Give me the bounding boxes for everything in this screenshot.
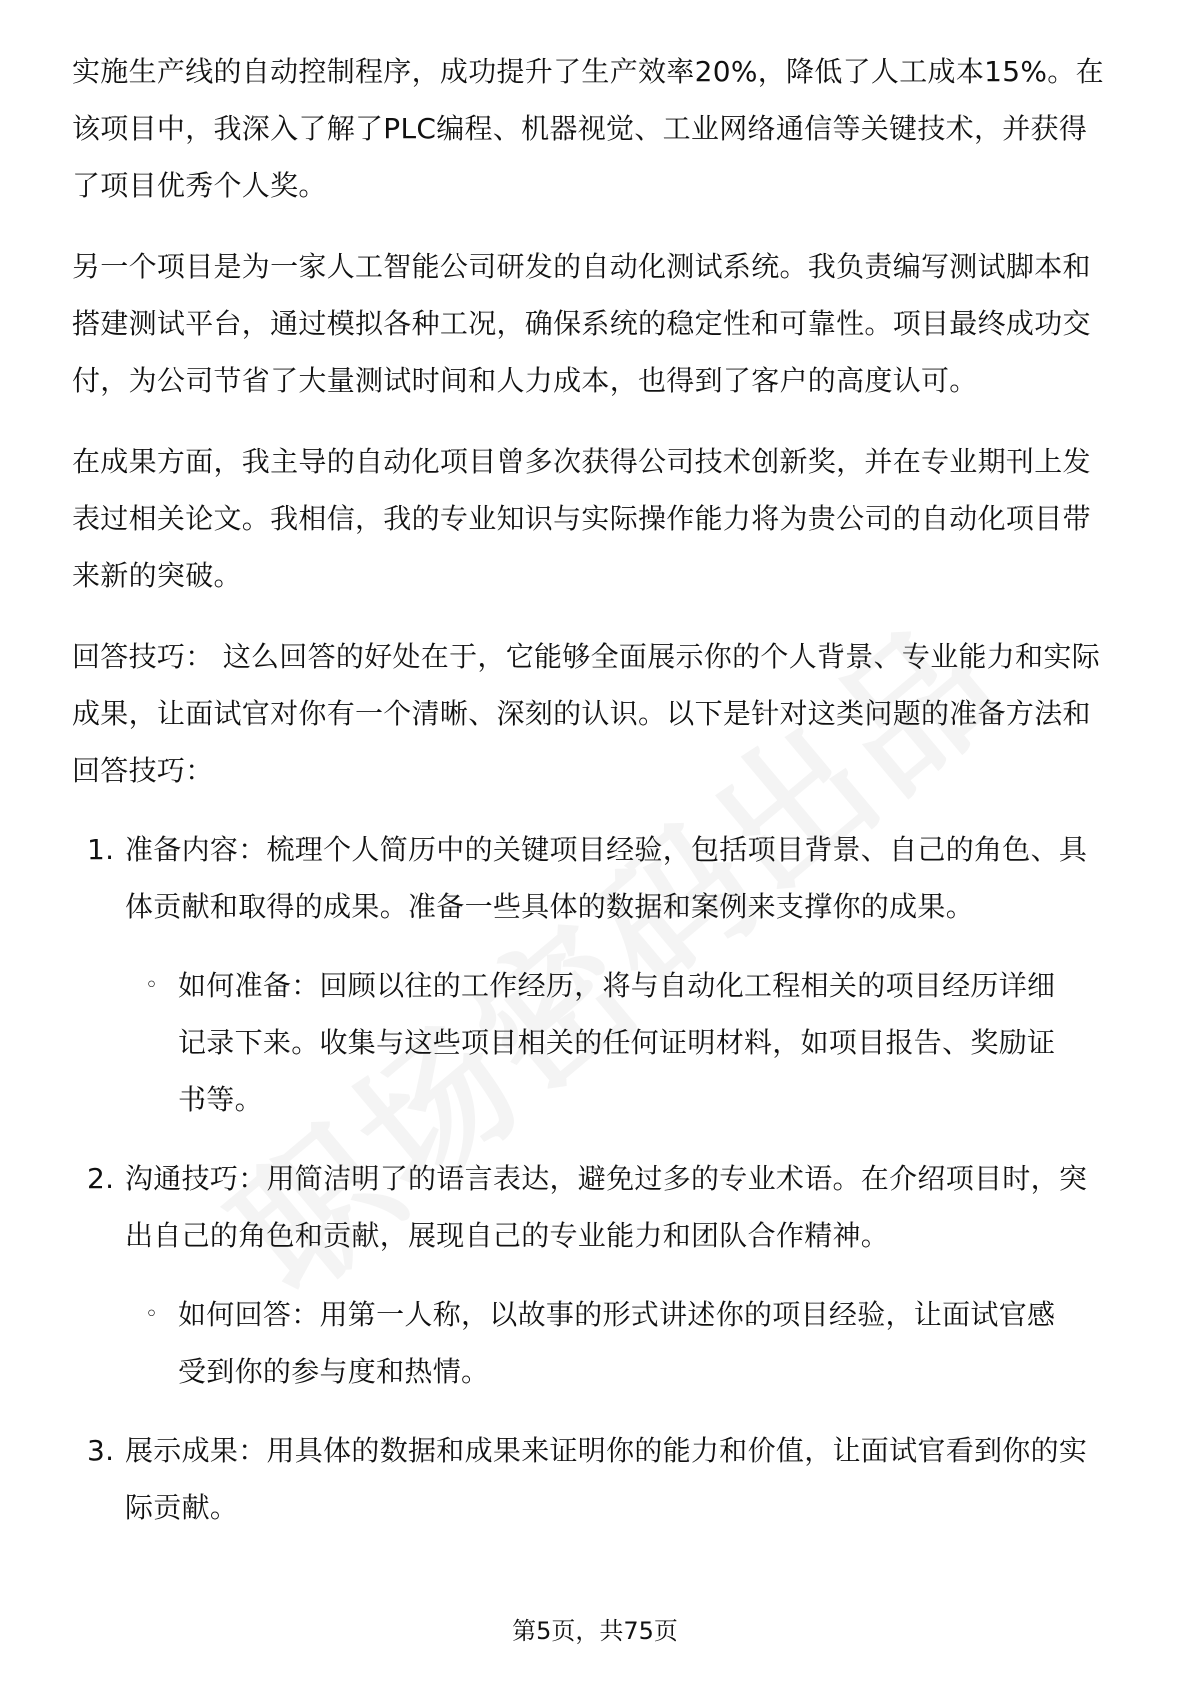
paragraph-project-1: 实施生产线的自动控制程序，成功提升了生产效率20%，降低了人工成本15%。在该项目中，我深入了解了PLC编程、机器视觉、工业网络通信等关键技术，并获得了项目优秀个人奖。: [72, 55, 1104, 202]
hollow-bullet-icon: ◦: [145, 1302, 159, 1327]
sub-list-item-text: 如何回答：用第一人称，以故事的形式讲述你的项目经验，让面试官感受到你的参与度和热情。: [178, 1298, 1056, 1388]
document-body: [72, 43, 1122, 1536]
list-number: 2.: [87, 1162, 115, 1195]
page-footer: 第5页，共75页: [512, 1617, 678, 1645]
list-item: [72, 1422, 1105, 1536]
list-item: [72, 821, 1105, 935]
list-number: 3.: [87, 1434, 115, 1467]
sub-list-item-text: 如何准备：回顾以往的工作经历，将与自动化工程相关的项目经历详细记录下来。收集与这些项目相关的任何证明材料，如项目报告、奖励证书等。: [178, 969, 1056, 1116]
paragraph-project-2: 另一个项目是为一家人工智能公司研发的自动化测试系统。我负责编写测试脚本和搭建测试平台，通过模拟各种工况，确保系统的稳定性和可靠性。项目最终成功交付，为公司节省了大量测试时间和人力成本，也得到了客户的高度认可。: [72, 250, 1091, 397]
list-number: 1.: [87, 833, 115, 866]
paragraph-tips-intro: 回答技巧： 这么回答的好处在于，它能够全面展示你的个人背景、专业能力和实际成果，让面试官对你有一个清晰、深刻的认识。以下是针对这类问题的准备方法和回答技巧：: [72, 640, 1101, 787]
paragraph-achievements: 在成果方面，我主导的自动化项目曾多次获得公司技术创新奖，并在专业期刊上发表过相关论文。我相信，我的专业知识与实际操作能力将为贵公司的自动化项目带来新的突破。: [72, 445, 1091, 592]
list-item-text: 展示成果：用具体的数据和成果来证明你的能力和价值，让面试官看到你的实际贡献。: [125, 1434, 1088, 1524]
list-item-text: 沟通技巧：用简洁明了的语言表达，避免过多的专业术语。在介绍项目时，突出自己的角色和贡献，展现自己的专业能力和团队合作精神。: [125, 1162, 1088, 1252]
list-item-text: 准备内容：梳理个人简历中的关键项目经验，包括项目背景、自己的角色、具体贡献和取得的成果。准备一些具体的数据和案例来支撑你的成果。: [125, 833, 1088, 923]
sub-list-item: [72, 1286, 1078, 1400]
list-item: [72, 1150, 1105, 1264]
tips-list: [72, 821, 1122, 1536]
hollow-bullet-icon: ◦: [145, 973, 159, 998]
sub-list-item: [72, 957, 1078, 1128]
